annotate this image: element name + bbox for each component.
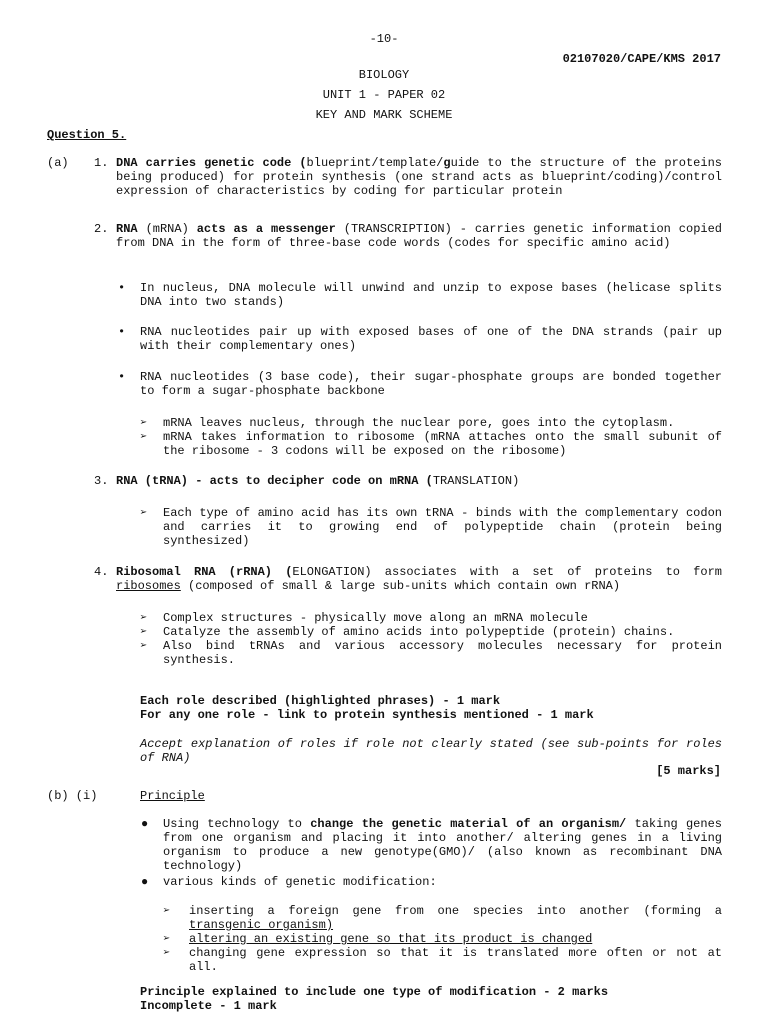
role-4-detail-2: (composed of small & large sub-units which contain own rRNA) bbox=[180, 579, 621, 593]
accept-note: Accept explanation of roles if role not clearly stated (see sub-points for roles of RNA) bbox=[140, 737, 722, 765]
role-4-ribosomes: ribosomes bbox=[116, 579, 181, 593]
principle-text-1: Using technology to bbox=[163, 817, 311, 831]
bullet-icon: • bbox=[118, 370, 126, 384]
arrow-bullet-icon: ➢ bbox=[140, 639, 148, 653]
arrow-bullet-icon: ➢ bbox=[140, 416, 148, 430]
modification-3: changing gene expression so that it is translated more often or not at all. bbox=[189, 946, 722, 974]
part-a-label: (a) bbox=[47, 156, 69, 170]
principle-text bbox=[163, 817, 722, 873]
role-2-detail: (TRANSCRIPTION) - carries genetic information copied from DNA in the form of three-base code words (codes for specific amino acid) bbox=[116, 222, 723, 250]
unit-title: UNIT 1 - PAPER 02 bbox=[322, 88, 446, 102]
role-1-bold: DNA carries genetic code ( bbox=[116, 156, 307, 170]
principle-text-2: taking genes from one organism and placing it into another/ altering genes in a living organism to produce a new genotype(GMO)/ (also known as recombinant DNA technology) bbox=[163, 817, 722, 873]
subject-title: BIOLOGY bbox=[358, 68, 410, 82]
modification-1-underlined: transgenic organism) bbox=[189, 918, 334, 932]
role-3-text bbox=[116, 474, 722, 488]
role-3-translation: TRANSLATION) bbox=[432, 474, 520, 488]
bullet-icon: • bbox=[118, 281, 126, 295]
arrow-text-1: mRNA leaves nucleus, through the nuclear pore, goes into the cytoplasm. bbox=[163, 416, 675, 430]
role-3-bold: RNA (tRNA) - acts to decipher code on mRNA ( bbox=[116, 474, 433, 488]
arrow-bullet-icon: ➢ bbox=[163, 946, 171, 960]
role-1-bold-g: g bbox=[443, 156, 451, 170]
bullet-text-2: RNA nucleotides pair up with exposed bases of one of the DNA strands (pair up with their complementary ones) bbox=[140, 325, 722, 353]
bullet-icon: • bbox=[118, 325, 126, 339]
b-mark-line-1: Principle explained to include one type of modification - 2 marks bbox=[140, 985, 609, 999]
role-4-number: 4. bbox=[94, 565, 109, 579]
mark-line-1: Each role described (highlighted phrases) - 1 mark bbox=[140, 694, 501, 708]
modification-intro: various kinds of genetic modification: bbox=[163, 875, 437, 889]
modification-1-text: inserting a foreign gene from one species into another (forming a bbox=[189, 904, 722, 918]
principle-bold: change the genetic material of an organism/ bbox=[310, 817, 627, 831]
arrow-bullet-icon: ➢ bbox=[140, 430, 148, 444]
arrow-bullet-icon: ➢ bbox=[140, 611, 148, 625]
arrow-text-trna: Each type of amino acid has its own tRNA - binds with the complementary codon and carries it to growing end of polypeptide chain (protein being synthesized) bbox=[163, 506, 722, 548]
bullet-text-3: RNA nucleotides (3 base code), their sugar-phosphate groups are bonded together to form a sugar-phosphate backbone bbox=[140, 370, 722, 398]
bullet-icon: ● bbox=[141, 817, 149, 831]
arrow-bullet-icon: ➢ bbox=[163, 904, 171, 918]
bullet-icon: ● bbox=[141, 875, 149, 889]
scheme-title: KEY AND MARK SCHEME bbox=[315, 108, 453, 122]
paper-code: 02107020/CAPE/KMS 2017 bbox=[562, 52, 721, 66]
arrow-text-r3: Also bind tRNAs and various accessory molecules necessary for protein synthesis. bbox=[163, 639, 722, 667]
part-b-label: (b) (i) bbox=[47, 789, 98, 803]
mark-line-2: For any one role - link to protein synthesis mentioned - 1 mark bbox=[140, 708, 594, 722]
role-2-messenger: acts as a messenger bbox=[196, 222, 336, 236]
role-2-bold: RNA bbox=[116, 222, 138, 236]
role-2-mrna: (mRNA) bbox=[137, 222, 197, 236]
modification-1 bbox=[189, 904, 722, 932]
principle-heading: Principle bbox=[140, 789, 205, 803]
bullet-text-1: In nucleus, DNA molecule will unwind and unzip to expose bases (helicase splits DNA into two stands) bbox=[140, 281, 722, 309]
arrow-text-r1: Complex structures - physically move along an mRNA molecule bbox=[163, 611, 588, 625]
role-1-detail-2: uide to the structure of the proteins being produced) for protein synthesis (one strand acts as blueprint/coding)/control expression of characteristics by coding for particular protein bbox=[116, 156, 722, 198]
b-mark-line-2: Incomplete - 1 mark bbox=[140, 999, 277, 1013]
role-2-number: 2. bbox=[94, 222, 109, 236]
role-1-detail: blueprint/template/ bbox=[306, 156, 444, 170]
question-heading: Question 5. bbox=[47, 128, 127, 142]
role-4-text bbox=[116, 565, 722, 593]
modification-2: altering an existing gene so that its product is changed bbox=[189, 932, 593, 946]
role-4-detail: ELONGATION) associates with a set of proteins to form bbox=[292, 565, 722, 579]
role-1-number: 1. bbox=[94, 156, 109, 170]
role-3-number: 3. bbox=[94, 474, 109, 488]
total-marks: [5 marks] bbox=[656, 764, 721, 778]
role-2-text bbox=[116, 222, 722, 250]
role-1-text bbox=[116, 156, 722, 198]
role-4-bold: Ribosomal RNA (rRNA) ( bbox=[116, 565, 293, 579]
arrow-text-r2: Catalyze the assembly of amino acids into polypeptide (protein) chains. bbox=[163, 625, 675, 639]
arrow-bullet-icon: ➢ bbox=[140, 506, 148, 520]
arrow-text-2: mRNA takes information to ribosome (mRNA attaches onto the small subunit of the ribosome - 3 codons will be exposed on the ribosome) bbox=[163, 430, 722, 458]
arrow-bullet-icon: ➢ bbox=[140, 625, 148, 639]
page-number: -10- bbox=[369, 32, 399, 46]
arrow-bullet-icon: ➢ bbox=[163, 932, 171, 946]
